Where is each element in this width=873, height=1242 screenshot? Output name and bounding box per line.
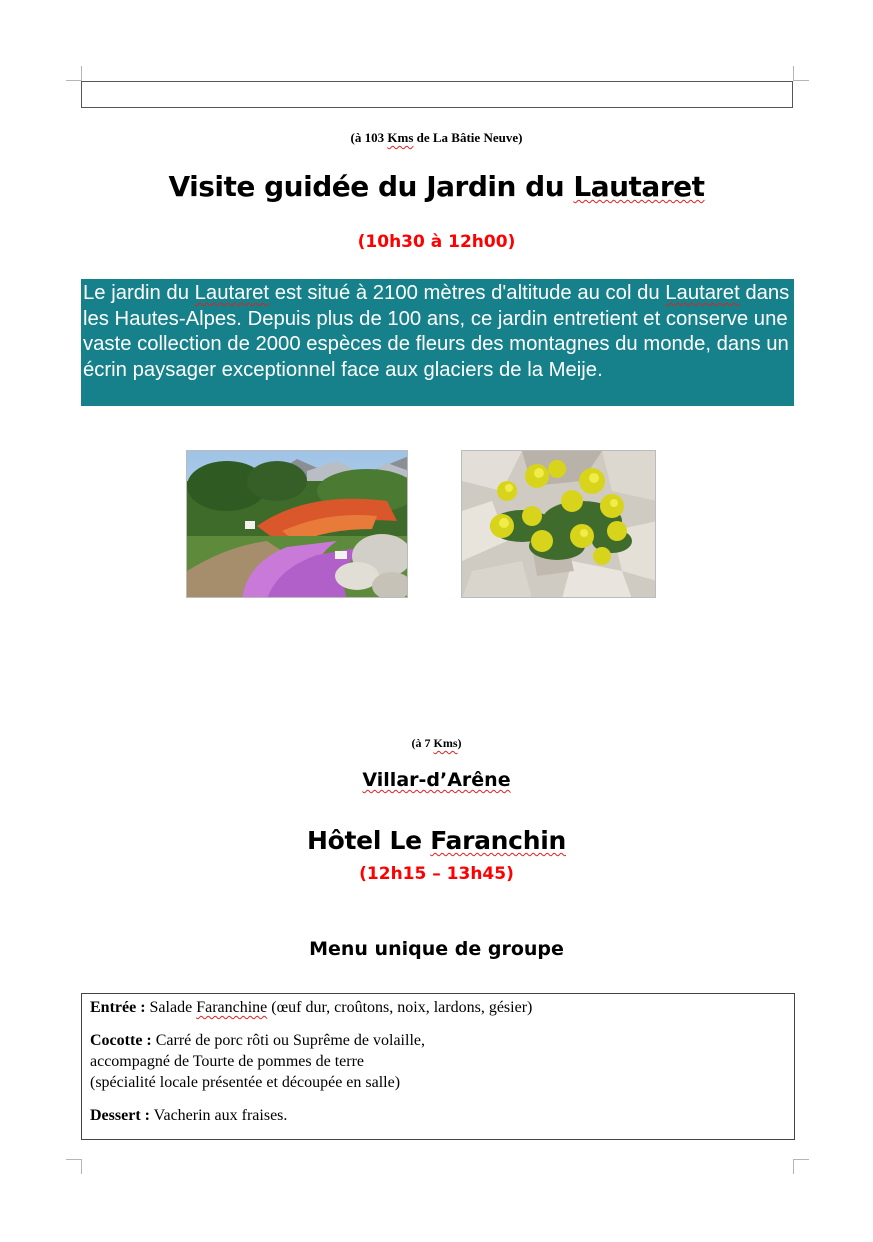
- menu-box: [81, 993, 795, 1140]
- visit-description: [81, 279, 794, 406]
- desc-part-5: dans les Hautes-Alpes. Depuis plus de 100 ans, ce jardin entretient et conserve une vaste collection de 2000 espèces de fleurs des montagnes du monde, dans un écrin paysager exceptionnel face aux glaciers de la Meije.: [83, 282, 790, 381]
- distance-prefix: (à 103: [350, 130, 388, 145]
- menu-dessert: [90, 1105, 786, 1126]
- crop-mark-top-right-h: [794, 80, 809, 81]
- distance-line-lunch: [0, 736, 873, 751]
- crop-mark-bottom-right-h: [794, 1159, 809, 1160]
- visit-title: [0, 170, 873, 203]
- desc-part-1: Le jardin du: [83, 282, 195, 304]
- entree-label: Entrée :: [90, 999, 146, 1016]
- lunch-distance-kms: Kms: [433, 736, 458, 750]
- visit-time: (10h30 à 12h00): [357, 232, 516, 252]
- garden-path-photo: [186, 450, 408, 598]
- dessert-label: Dessert :: [90, 1107, 150, 1124]
- menu-title: Menu unique de groupe: [309, 938, 564, 960]
- hotel-name: [0, 826, 873, 855]
- distance-kms: Kms: [387, 130, 414, 145]
- crop-mark-bottom-left-h: [66, 1159, 81, 1160]
- lunch-distance-suffix: ): [457, 736, 462, 750]
- entree-post: (œuf dur, croûtons, noix, lardons, gésier): [267, 999, 533, 1016]
- menu-cocotte: [90, 1030, 786, 1093]
- cocotte-line-3: (spécialité locale présentée et découpée en salle): [90, 1074, 401, 1091]
- desc-part-3: est situé à 2100 mètres d'altitude au col du: [269, 282, 666, 304]
- yellow-alpine-flowers-photo: [461, 450, 656, 598]
- visit-title-place: Lautaret: [573, 170, 705, 203]
- cocotte-line-1: Carré de porc rôti ou Suprême de volaille,: [151, 1032, 425, 1049]
- lunch-distance-prefix: (à 7: [411, 736, 434, 750]
- crop-mark-bottom-right-v: [793, 1159, 794, 1174]
- desc-part-2: Lautaret: [194, 282, 270, 304]
- crop-mark-top-right-v: [793, 66, 794, 81]
- entree-name: Faranchine: [196, 999, 268, 1016]
- distance-suffix: de La Bâtie Neuve): [413, 130, 523, 145]
- hotel-name-text: Faranchin: [430, 826, 566, 855]
- menu-entree: [90, 997, 786, 1018]
- crop-mark-top-left-v: [81, 66, 82, 81]
- distance-line-visit: [0, 130, 873, 146]
- crop-mark-bottom-left-v: [81, 1159, 82, 1174]
- desc-part-4: Lautaret: [665, 282, 740, 304]
- lunch-time: (12h15 – 13h45): [359, 864, 514, 884]
- village-name-text: Villar-d’Arêne: [362, 769, 511, 791]
- dessert-text: Vacherin aux fraises.: [149, 1107, 288, 1124]
- header-box[interactable]: [81, 81, 793, 108]
- hotel-name-prefix: Hôtel Le: [307, 826, 431, 855]
- entree-pre: Salade: [145, 999, 197, 1016]
- village-name: [0, 769, 873, 791]
- cocotte-label: Cocotte :: [90, 1032, 152, 1049]
- cocotte-line-2: accompagné de Tourte de pommes de terre: [90, 1053, 365, 1070]
- visit-title-prefix: Visite guidée du Jardin du: [168, 170, 574, 203]
- crop-mark-top-left-h: [66, 80, 81, 81]
